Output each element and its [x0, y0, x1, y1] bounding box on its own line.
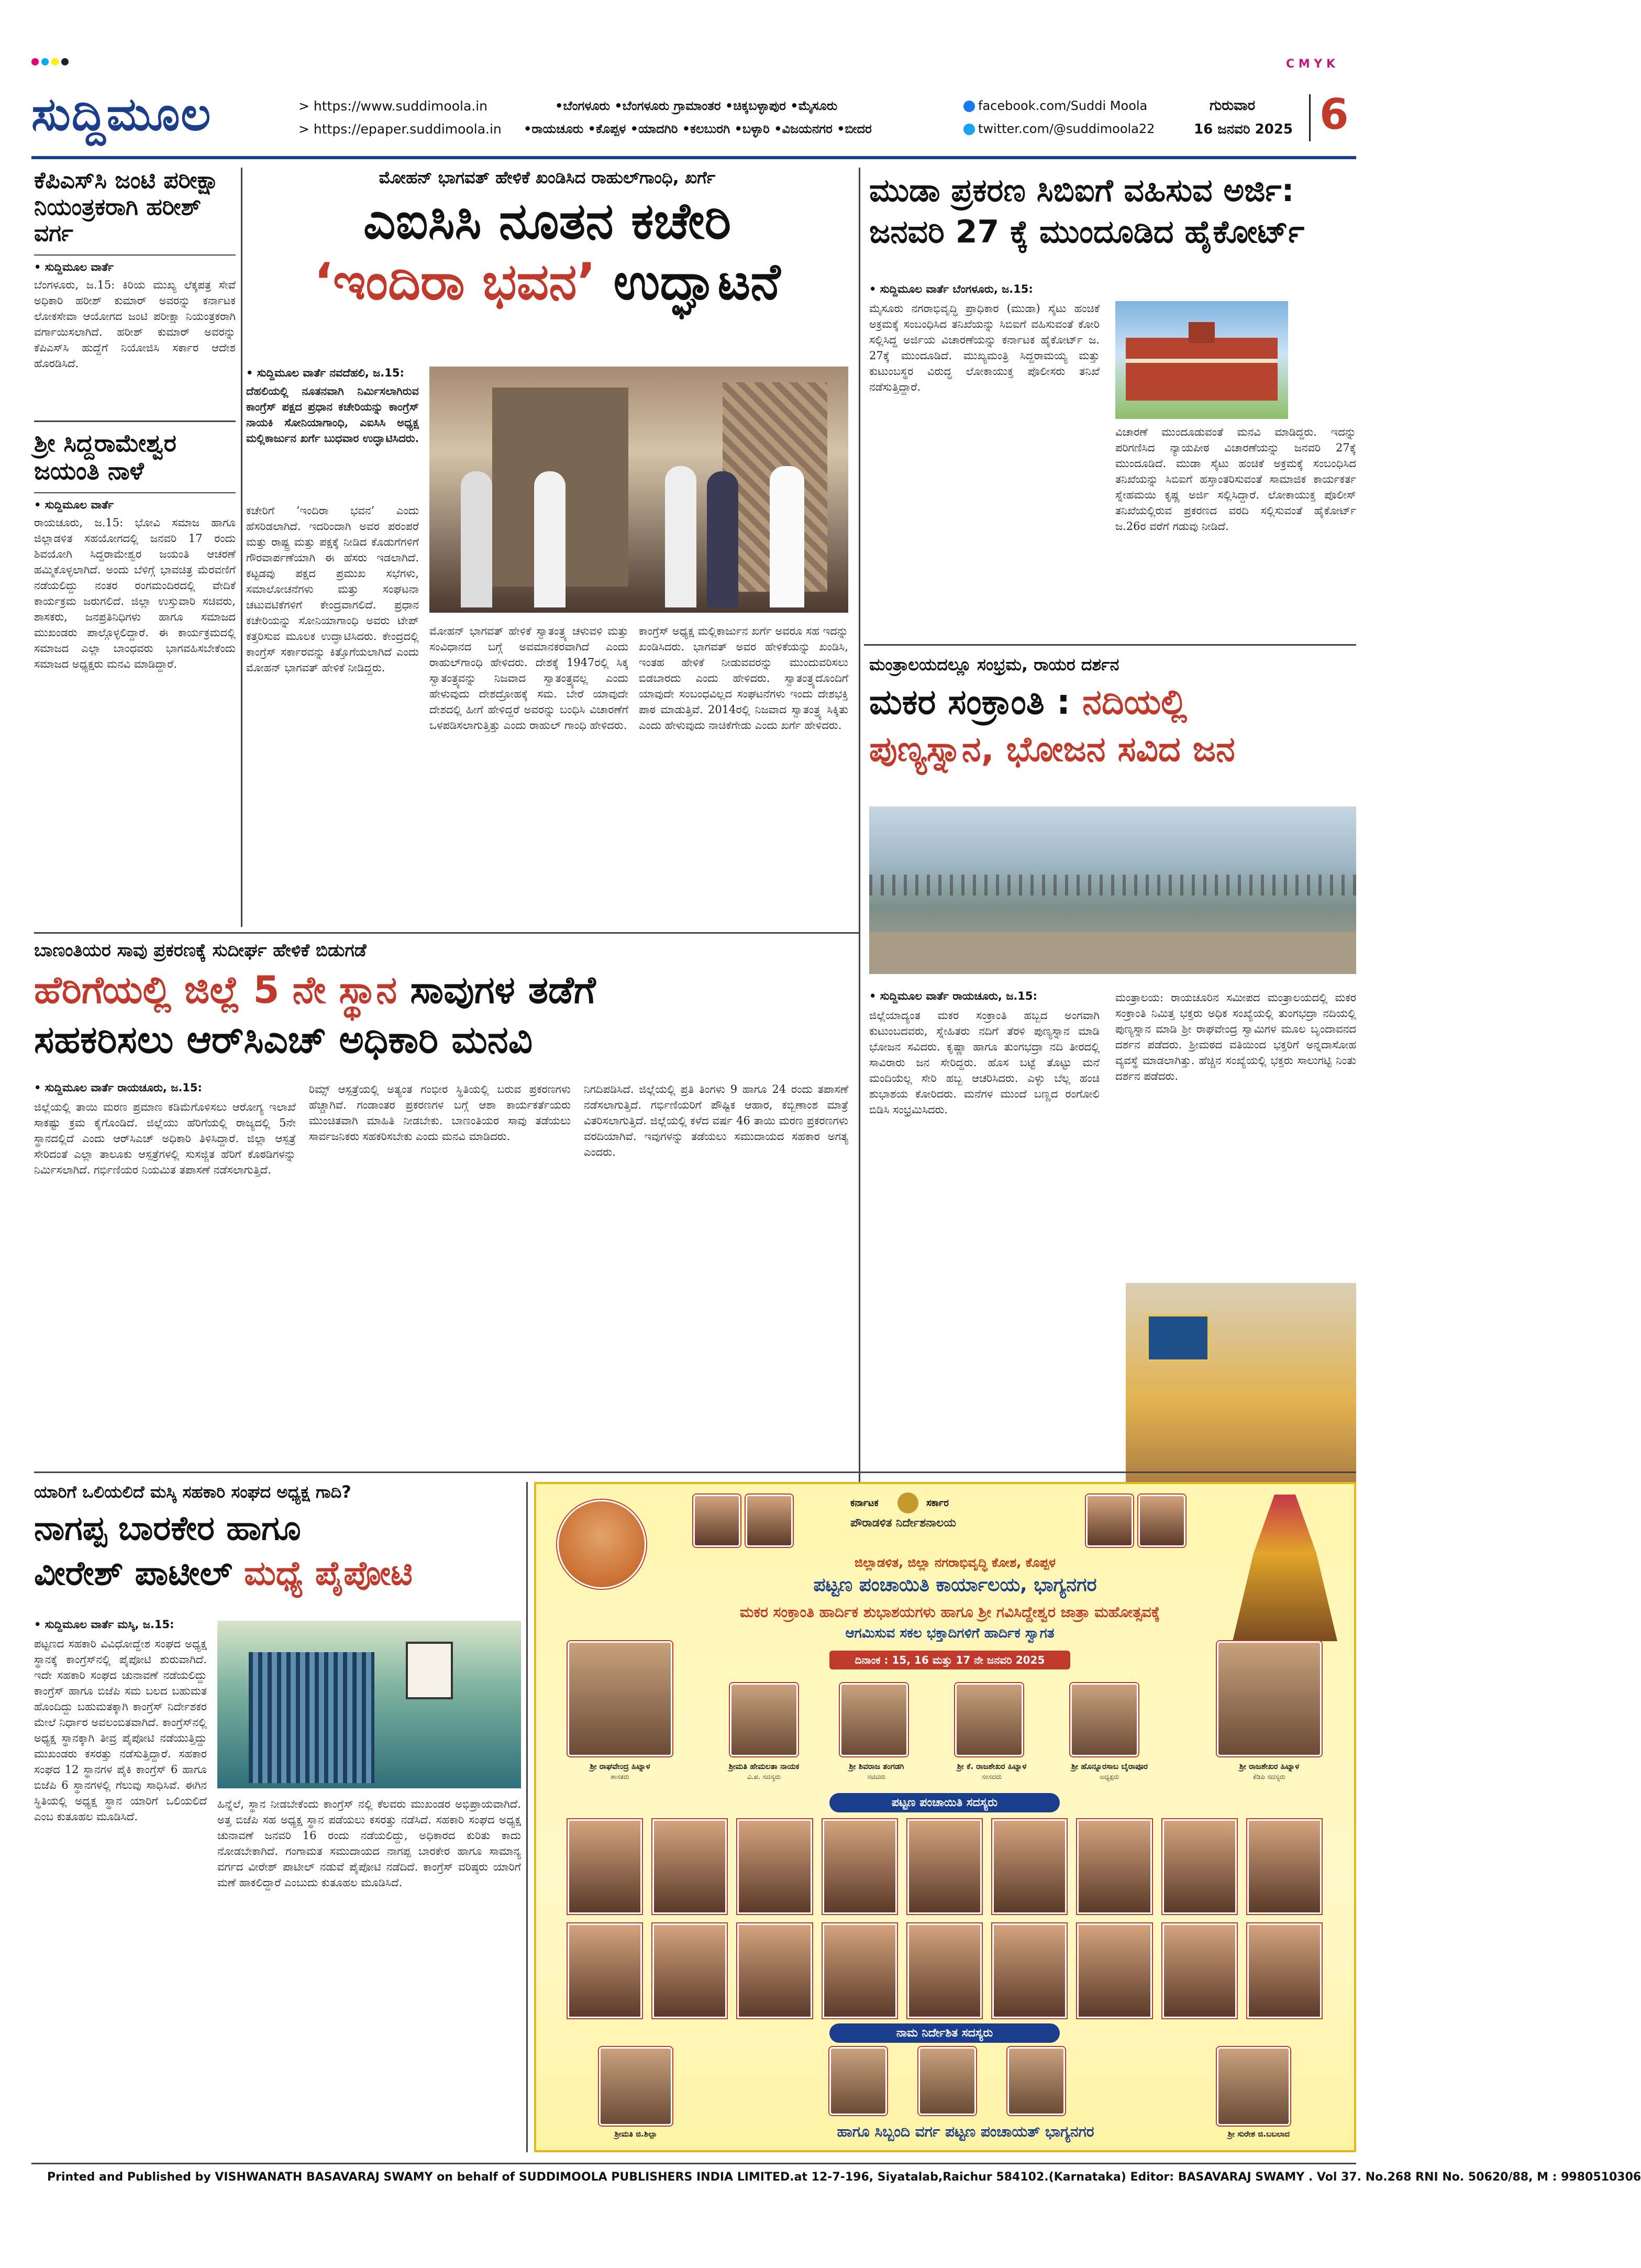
aicc-kicker: ಮೋಹನ್ ಭಾಗವತ್ ಹೇಳಿಕೆ ಖಂಡಿಸಿದ ರಾಹುಲ್‌ಗಾಂಧಿ, ಖರ್ಗೆ: [379, 168, 716, 187]
ad-wish-2: ಆಗಮಿಸುವ ಸಕಲ ಭಕ್ತಾದಿಗಳಿಗೆ ಹಾರ್ದಿಕ ಸ್ವಾಗತ: [845, 1625, 1055, 1641]
ad-member-photo: [823, 1819, 897, 1914]
ad-leader-role-3: ಸಚಿವರು: [867, 1773, 886, 1781]
ad-member-photo: [1162, 1923, 1237, 2018]
ad-leader-big-right: [1217, 1641, 1322, 1756]
aicc-col-2: ಮೋಹನ್ ಭಾಗವತ್ ಹೇಳಿಕೆ ಸ್ವಾತಂತ್ರ್ಯ ಚಳುವಳಿ ಮತ್ತು ಸಂವಿಧಾನದ ಬಗ್ಗೆ ಅವಮಾನಕರವಾಗಿದೆ ಎಂದು ರಾಹುಲ್‌ಗಾಂಧಿ ಹೇಳಿದರು. ದೇಶಕ್ಕೆ 1947ರಲ್ಲಿ ಸಿಕ್ಕ ಸ್ವಾತಂತ್ರ್ಯವನ್ನು ನಿಜವಾದ ಸ್ವಾತಂತ್ರ್ಯವಲ್ಲ ಎಂದು ಹೇಳುವುದು ದೇಶದ್ರೋಹಕ್ಕೆ ಸಮ. ಬೇರೆ ಯಾವುದೇ ದೇಶದಲ್ಲಿ ಹೀಗೆ ಹೇಳಿದ್ದರೆ ಅವರನ್ನು ಬಂಧಿಸಿ ವಿಚಾರಣೆಗೆ ಒಳಪಡಿಸಲಾಗುತ್ತಿತ್ತು ಎಂದು ರಾಹುಲ್ ಗಾಂಧಿ ಹೇಳಿದರು.: [429, 625, 628, 732]
cooperative-photo: [217, 1621, 521, 1788]
cmyk-label: C M Y K: [1286, 58, 1335, 71]
ad-leader-4: [840, 1683, 908, 1756]
ad-leader-name-1: ಶ್ರೀ ರಾಘವೇಂದ್ರ ಹಿಟ್ನಾಳ: [590, 1762, 650, 1771]
color-dots: [31, 58, 71, 68]
imprint-line: Printed and Published by VISHWANATH BASAVARAJ SWAMY on behalf of SUDDIMOOLA PUBLISHERS INDIA LIMITED.at 12-7-196, Siyatalab,Raichur 584102.(Karnataka) Editor: BASAVARAJ SWAMY . Vol 37. No.268 RNI No. 50620/88, M : 9980510306: [47, 2171, 1641, 2184]
muda-byline: • ಸುದ್ದಿಮೂಲ ವಾರ್ತೆ ಬೆಂಗಳೂರು, ಜ.15:: [869, 283, 1033, 295]
rch-story: [34, 940, 848, 1464]
government-advertisement: [534, 1482, 1356, 2152]
ad-swamiji-photo: [557, 1500, 646, 1589]
nagappa-byline: • ಸುದ್ದಿಮೂಲ ವಾರ್ತೆ ಮಸ್ಕಿ, ಜ.15:: [34, 1618, 174, 1631]
ad-member-photo: [652, 1923, 727, 2018]
left-column-divider: [241, 168, 242, 927]
ad-nominated-photo-2: [829, 2047, 887, 2115]
nagappa-story: [34, 1482, 521, 2152]
ad-member-photo: [907, 1819, 982, 1914]
aicc-headline-tail: ಉದ್ಘಾಟನೆ: [613, 252, 781, 312]
logo: ಸುದ್ದಿಮೂಲ: [31, 87, 212, 141]
twitter-link[interactable]: twitter.com/@suddimoola22: [963, 121, 1155, 136]
bottom-left-divider: [526, 1482, 528, 2152]
ad-dept: ಪೌರಾಡಳಿತ ನಿರ್ದೇಶನಾಲಯ: [850, 1517, 956, 1530]
ad-nominated-label: ನಾಮ ನಿರ್ದೇಶಿತ ಸದಸ್ಯರು: [829, 2023, 1060, 2043]
kpsc-body: ಬೆಂಗಳೂರು, ಜ.15: ಕಿರಿಯ ಮುಖ್ಯ ಲೆಕ್ಕಪತ್ರ ಸೇವೆ ಅಧಿಕಾರಿ ಹರೀಶ್ ಕುಮಾರ್ ಅವರನ್ನು ಕರ್ನಾಟಕ ಲೋಕಸೇವಾ ಆಯೋಗದ ಜಂಟಿ ಪರೀಕ್ಷಾ ನಿಯಂತ್ರಕರಾಗಿ ವರ್ಗಾಯಿಸಲಾಗಿದೆ. ಹರೀಶ್ ಕುಮಾರ್ ಅವರನ್ನು ಕೆಪಿಎಸ್‌ಸಿ ಹುದ್ದೆಗೆ ನಿಯೋಜಿಸಿ ಸರ್ಕಾರ ಆದೇಶ ಹೊರಡಿಸಿದೆ.: [34, 278, 236, 370]
page-number: 6: [1320, 90, 1349, 139]
ad-member-photo: [1077, 1923, 1151, 2018]
rch-headline-1: [34, 968, 848, 1012]
ad-leader-name-2: ಶ್ರೀಮತಿ ಹೇಮಲತಾ ನಾಯಕ: [728, 1762, 800, 1771]
ad-leader-photo-3: [1086, 1495, 1133, 1547]
day-label: ಗುರುವಾರ: [1210, 97, 1256, 114]
ad-member-photo: [1162, 1819, 1237, 1914]
ad-nominated-photo-1: [599, 2047, 672, 2126]
ad-member-photo: [823, 1923, 897, 2018]
ad-member-photo: [907, 1923, 982, 2018]
nagappa-headline-part-b: ಮಧ್ಯೆ ಪೈಪೋಟಿ: [243, 1554, 413, 1593]
ad-date: ದಿನಾಂಕ : 15, 16 ಮತ್ತು 17 ನೇ ಜನವರಿ 2025: [829, 1651, 1070, 1669]
ad-members-label: ಪಟ್ಟಣ ಪಂಚಾಯಿತಿ ಸದಸ್ಯರು: [829, 1793, 1060, 1812]
ad-member-photo: [737, 1923, 812, 2018]
sankranti-headline-part-a: ಮಕರ ಸಂಕ್ರಾಂತಿ :: [869, 682, 1083, 722]
ad-emblem-icon: [897, 1492, 918, 1513]
rch-headline-tail: ಸಾವುಗಳ ತಡೆಗೆ: [397, 968, 596, 1012]
aicc-headline-1: ಎಐಸಿಸಿ ನೂತನ ಕಚೇರಿ: [363, 192, 731, 250]
ad-leader-photo-1: [693, 1495, 740, 1547]
kpsc-rule: [34, 255, 236, 256]
rch-col-2: ರಿಮ್ಸ್ ಆಸ್ಪತ್ರೆಯಲ್ಲಿ ಅತ್ಯಂತ ಗಂಭೀರ ಸ್ಥಿತಿಯಲ್ಲಿ ಬರುವ ಪ್ರಕರಣಗಳು ಹೆಚ್ಚಾಗಿವೆ. ಗಂಡಾಂತರ ಪ್ರಕರಣಗಳ ಬಗ್ಗೆ ಆಶಾ ಕಾರ್ಯಕರ್ತೆಯರು ಮುಂಚಿತವಾಗಿ ಮಾಹಿತಿ ನೀಡಬೇಕು. ಬಾಣಂತಿಯರ ಸಾವು ತಡೆಯಲು ಸಾರ್ವಜನಿಕರು ಸಹಕರಿಸಬೇಕು ಎಂದು ಮನವಿ ಮಾಡಿದರು.: [309, 1083, 571, 1143]
ad-member-photo: [1077, 1819, 1151, 1914]
footer-rule: [31, 2163, 1356, 2164]
cities-line-2: •ರಾಯಚೂರು •ಕೊಪ್ಪಳ •ಯಾದಗಿರಿ •ಕಲಬುರಗಿ •ಬಳ್ಳಾರಿ •ವಿಜಯನಗರ •ಬೀದರ: [524, 121, 872, 136]
ad-bottom-right-name: ಶ್ರೀ ಸುರೇಶ ಜಿ.ಬಬಲಾದ: [1227, 2129, 1290, 2139]
ad-leader-role-4: ಸಂಸದರು: [981, 1773, 1002, 1781]
nagappa-headline-1: ನಾಗಪ್ಪ ಬಾರಕೇರ ಹಾಗೂ: [34, 1509, 301, 1548]
ad-member-photo: [1247, 1819, 1322, 1914]
ad-member-photo: [1247, 1923, 1322, 2018]
ad-member-photo: [568, 1923, 642, 2018]
sankranti-col-2: ಮಂತ್ರಾಲಯ: ರಾಯಚೂರಿನ ಸಮೀಪದ ಮಂತ್ರಾಲಯದಲ್ಲಿ ಮಕರ ಸಂಕ್ರಾಂತಿ ನಿಮಿತ್ತ ಭಕ್ತರು ಅಧಿಕ ಸಂಖ್ಯೆಯಲ್ಲಿ ತುಂಗಭದ್ರಾ ನದಿಯಲ್ಲಿ ಪುಣ್ಯಸ್ನಾನ ಮಾಡಿ ಶ್ರೀ ರಾಘವೇಂದ್ರ ಸ್ವಾಮಿಗಳ ಮೂಲ ಬೃಂದಾವನದ ದರ್ಶನ ಪಡೆದರು. ಶ್ರೀಮಠದ ವತಿಯಿಂದ ಭಕ್ತರಿಗೆ ಅನ್ನದಾಸೋಹ ವ್ಯವಸ್ಥೆ ಮಾಡಲಾಗಿತ್ತು. ಹೆಚ್ಚಿನ ಸಂಖ್ಯೆಯಲ್ಲಿ ಭಕ್ತರು ಸಾಲುಗಟ್ಟಿ ನಿಂತು ದರ್ಶನ ಪಡೆದರು.: [1115, 991, 1356, 1082]
aicc-lead: ದೆಹಲಿಯಲ್ಲಿ ನೂತನವಾಗಿ ನಿರ್ಮಿಸಲಾಗಿರುವ ಕಾಂಗ್ರೆಸ್ ಪಕ್ಷದ ಪ್ರಧಾನ ಕಚೇರಿಯನ್ನು ಕಾಂಗ್ರೆಸ್ ನಾಯಕಿ ಸೋನಿಯಾಗಾಂಧಿ, ಎಐಸಿಸಿ ಅಧ್ಯಕ್ಷ ಮಲ್ಲಿಕಾರ್ಜುನ ಖರ್ಗೆ ಬುಧವಾರ ಉದ್ಘಾಟಿಸಿದರು.: [246, 384, 419, 445]
siddarama-headline: ಶ್ರೀ ಸಿದ್ದರಾಮೇಶ್ವರ ಜಯಂತಿ ನಾಳೆ: [34, 428, 177, 485]
rch-kicker: ಬಾಣಂತಿಯರ ಸಾವು ಪ್ರಕರಣಕ್ಕೆ ಸುದೀರ್ಘ ಹೇಳಿಕೆ ಬಿಡುಗಡೆ: [34, 940, 367, 961]
ad-leader-3: [730, 1683, 798, 1756]
ad-nominated-photo-3: [918, 2047, 976, 2115]
aicc-story: [246, 168, 848, 927]
ad-nominated-photo-5: [1217, 2047, 1290, 2126]
muda-headline-2: ಜನವರಿ 27 ಕ್ಕೆ ಮುಂದೂಡಿದ ಹೈಕೋರ್ಟ್: [869, 214, 1305, 250]
muda-col-2: ವಿಚಾರಣೆ ಮುಂದೂಡುವಂತೆ ಮನವಿ ಮಾಡಿದ್ದರು. ಇದನ್ನು ಪರಿಗಣಿಸಿದ ನ್ಯಾಯಪೀಠ ವಿಚಾರಣೆಯನ್ನು ಜನವರಿ 27ಕ್ಕೆ ಮುಂದೂಡಿದೆ. ಮುಡಾ ಸೈಟು ಹಂಚಿಕೆ ಅಕ್ರಮಕ್ಕೆ ಸಂಬಂಧಿಸಿದ ತನಿಖೆಯನ್ನು ಸಿಬಿಐಗೆ ಹಸ್ತಾಂತರಿಸುವಂತೆ ಸಾಮಾಜಿಕ ಕಾರ್ಯಕರ್ತ ಸ್ನೇಹಮಯಿ ಕೃಷ್ಣ ಅರ್ಜಿ ಸಲ್ಲಿಸಿದ್ದಾರೆ. ಲೋಕಾಯುಕ್ತ ಪೊಲೀಸ್ ತನಿಖೆಯಲ್ಲಿರುವ ಪ್ರಕರಣದ ವರದಿ ಸಲ್ಲಿಸುವಂತೆ ಹೈಕೋರ್ಟ್ ಜ.26ರ ವರೆಗೆ ಗಡುವು ನೀಡಿದೆ.: [1115, 426, 1356, 533]
high-court-photo: [1115, 301, 1288, 419]
aicc-col-1: ಕಚೇರಿಗೆ ‘ಇಂದಿರಾ ಭವನ’ ಎಂದು ಹೆಸರಿಡಲಾಗಿದೆ. ಇದರಿಂದಾಗಿ ಅವರ ಪರಂಪರೆ ಮತ್ತು ರಾಷ್ಟ್ರ ಮತ್ತು ಪಕ್ಷಕ್ಕೆ ನೀಡಿದ ಕೊಡುಗೆಗಳಿಗೆ ಗೌರವಾರ್ಪಣೆಯಾಗಿ ಈ ಹೆಸರು ಇಡಲಾಗಿದೆ. ಕಟ್ಟಡವು ಪಕ್ಷದ ಪ್ರಮುಖ ಸಭೆಗಳು, ಸಮಾಲೋಚನೆಗಳು ಮತ್ತು ಸಂಘಟನಾ ಚಟುವಟಿಕೆಗಳಿಗೆ ಕೇಂದ್ರವಾಗಲಿದೆ. ಪ್ರಧಾನ ಕಚೇರಿಯನ್ನು ಸೋನಿಯಾಗಾಂಧಿ ಅವರು ಟೇಪ್ ಕತ್ತರಿಸುವ ಮೂಲಕ ಉದ್ಘಾಟಿಸಿದರು. ಕೇಂದ್ರದಲ್ಲಿ ಕಾಂಗ್ರೆಸ್ ಸರ್ಕಾರವನ್ನು ಕಿತ್ತೊಗೆಯಲಾಗಿದೆ ಎಂದು ಮೋಹನ್ ಭಾಗವತ್ ಹೇಳಿಕೆ ನೀಡಿದ್ದರು.: [246, 504, 419, 674]
aicc-headline-highlight: ‘ಇಂದಿರಾ ಭವನ’: [314, 252, 596, 312]
aicc-byline: • ಸುದ್ದಿಮೂಲ ವಾರ್ತೆ ನವದೆಹಲಿ, ಜ.15:: [246, 367, 404, 379]
ad-member-photo: [992, 1819, 1067, 1914]
aicc-photo: [429, 367, 848, 613]
lower-section-rule: [34, 1472, 1356, 1473]
rch-byline: • ಸುದ್ದಿಮೂಲ ವಾರ್ತೆ ರಾಯಚೂರು, ಜ.15:: [34, 1081, 202, 1094]
muda-col-1: ಮೈಸೂರು ನಗರಾಭಿವೃದ್ಧಿ ಪ್ರಾಧಿಕಾರ (ಮುಡಾ) ಸೈಟು ಹಂಚಿಕೆ ಅಕ್ರಮಕ್ಕೆ ಸಂಬಂಧಿಸಿದ ತನಿಖೆಯನ್ನು ಸಿಬಿಐಗೆ ವಹಿಸುವಂತೆ ಕೋರಿ ಸಲ್ಲಿಸಿದ್ದ ಅರ್ಜಿಯ ವಿಚಾರಣೆಯನ್ನು ಕರ್ನಾಟಕ ಹೈಕೋರ್ಟ್ ಜ. 27ಕ್ಕೆ ಮುಂದೂಡಿದೆ. ಮುಖ್ಯಮಂತ್ರಿ ಸಿದ್ದರಾಮಯ್ಯ ಮತ್ತು ಕುಟುಂಬಸ್ಥರ ವಿರುದ್ಧ ಲೋಕಾಯುಕ್ತ ಪೊಲೀಸರು ತನಿಖೆ ನಡೆಸುತ್ತಿದ್ದಾರೆ.: [869, 302, 1100, 393]
aicc-headline-2: [246, 253, 848, 311]
sankranti-headline-2: ಪುಣ್ಯಸ್ನಾನ, ಭೋಜನ ಸವಿದ ಜನ: [869, 728, 1235, 769]
rch-col-3: ನಿಗದಿಪಡಿಸಿದೆ. ಜಿಲ್ಲೆಯಲ್ಲಿ ಪ್ರತಿ ತಿಂಗಳು 9 ಹಾಗೂ 24 ರಂದು ತಪಾಸಣೆ ನಡೆಸಲಾಗುತ್ತಿದೆ. ಗರ್ಭಿಣಿಯರಿಗೆ ಪೌಷ್ಟಿಕ ಆಹಾರ, ಕಬ್ಬಿಣಾಂಶ ಮಾತ್ರೆ ವಿತರಿಸಲಾಗುತ್ತಿದೆ. ಜಿಲ್ಲೆಯಲ್ಲಿ ಕಳೆದ ವರ್ಷ 46 ತಾಯಿ ಮರಣ ಪ್ರಕರಣಗಳು ವರದಿಯಾಗಿವೆ. ಇವುಗಳನ್ನು ತಡೆಯಲು ಸಮುದಾಯದ ಸಹಕಾರ ಅಗತ್ಯ ಎಂದರು.: [584, 1083, 848, 1158]
ad-leader-5: [955, 1683, 1023, 1756]
siddarama-byline: • ಸುದ್ದಿಮೂಲ ವಾರ್ತೆ: [34, 498, 114, 511]
ad-leader-role-6: ಕೆಡಿಪಿ ಸದಸ್ಯರು: [1252, 1773, 1286, 1781]
ad-leader-photo-4: [1138, 1495, 1185, 1547]
kpsc-byline: • ಸುದ್ದಿಮೂಲ ವಾರ್ತೆ: [34, 260, 114, 273]
ad-leader-photo-2: [746, 1495, 793, 1547]
twitter-icon: [963, 124, 975, 135]
ad-member-photo: [568, 1819, 642, 1914]
ad-nominated-photo-4: [1007, 2047, 1065, 2115]
river-photo: [869, 806, 1356, 974]
rch-col-1: ಜಿಲ್ಲೆಯಲ್ಲಿ ತಾಯಿ ಮರಣ ಪ್ರಮಾಣ ಕಡಿಮೆಗೊಳಿಸಲು ಆರೋಗ್ಯ ಇಲಾಖೆ ಸಾಕಷ್ಟು ಕ್ರಮ ಕೈಗೊಂಡಿದೆ. ಜಿಲ್ಲೆಯು ಹೆರಿಗೆಯಲ್ಲಿ ರಾಜ್ಯದಲ್ಲಿ 5ನೇ ಸ್ಥಾನದಲ್ಲಿದೆ ಎಂದು ಆರ್‌ಸಿಎಚ್ ಅಧಿಕಾರಿ ತಿಳಿಸಿದ್ದಾರೆ. ಜಿಲ್ಲಾ ಆಸ್ಪತ್ರೆ ಸೇರಿದಂತೆ ಎಲ್ಲಾ ತಾಲೂಕು ಆಸ್ಪತ್ರೆಗಳಲ್ಲಿ ಸುಸಜ್ಜಿತ ಹೆರಿಗೆ ಕೊಠಡಿಗಳನ್ನು ನಿರ್ಮಿಸಲಾಗಿದೆ. ಗರ್ಭಿಣಿಯರ ನಿಯಮಿತ ತಪಾಸಣೆ ನಡೆಸಲಾಗುತ್ತಿದೆ.: [34, 1101, 296, 1176]
masthead: [31, 58, 1356, 157]
ad-govt: ಸರ್ಕಾರ: [926, 1498, 949, 1509]
ad-members-grid: [568, 1819, 1322, 2018]
nagappa-headline-part-a: ವೀರೇಶ್ ಪಾಟೀಲ್: [34, 1554, 244, 1593]
ad-state: ಕರ್ನಾಟಕ: [850, 1498, 879, 1509]
ad-leader-name-3: ಶ್ರೀ ಶಿವರಾಜ ತಂಗಡಗಿ: [849, 1762, 904, 1771]
ad-leader-6: [1070, 1683, 1138, 1756]
date-label: 16 ಜನವರಿ 2025: [1194, 121, 1293, 137]
sankranti-headline-part-b: ನದಿಯಲ್ಲಿ: [1082, 682, 1188, 722]
rch-headline-highlight: ಹೆರಿಗೆಯಲ್ಲಿ ಜಿಲ್ಲೆ 5 ನೇ ಸ್ಥಾನ: [34, 968, 397, 1012]
ad-footer: ಹಾಗೂ ಸಿಬ್ಬಂದಿ ವರ್ಗ ಪಟ್ಟಣ ಪಂಚಾಯತ್ ಭಾಗ್ಯನಗರ: [837, 2123, 1094, 2140]
cities-line-1: •ಬೆಂಗಳೂರು •ಬೆಂಗಳೂರು ಗ್ರಾಮಾಂತರ •ಚಿಕ್ಕಬಳ್ಳಾಪುರ •ಮೈಸೂರು: [555, 98, 838, 113]
muda-bottom-rule: [864, 644, 1356, 646]
ad-leader-big-left: [568, 1641, 672, 1756]
site-url[interactable]: > https://www.suddimoola.in: [298, 98, 487, 114]
rch-headline-2: ಸಹಕರಿಸಲು ಆರ್‌ಸಿಎಚ್ ಅಧಿಕಾರಿ ಮನವಿ: [34, 1017, 533, 1061]
sankranti-kicker: ಮಂತ್ರಾಲಯದಲ್ಲೂ ಸಂಭ್ರಮ, ರಾಯರ ದರ್ಶನ: [869, 655, 1119, 674]
epaper-url[interactable]: > https://epaper.suddimoola.in: [298, 121, 502, 137]
ad-leader-role-2: ವಿ.ಪ. ಸದಸ್ಯರು: [747, 1773, 781, 1781]
page-number-divider: [1309, 94, 1311, 141]
ad-leader-name-6: ಶ್ರೀ ರಾಜಶೇಖರ ಹಿಟ್ನಾಳ: [1239, 1762, 1300, 1771]
sankranti-col-1: ಜಿಲ್ಲೆಯಾದ್ಯಂತ ಮಕರ ಸಂಕ್ರಾಂತಿ ಹಬ್ಬದ ಅಂಗವಾಗಿ ಕುಟುಂಬದವರು, ಸ್ನೇಹಿತರು ನದಿಗೆ ತೆರಳಿ ಪುಣ್ಯಸ್ನಾನ ಮಾಡಿ ಭೋಜನ ಸವಿದರು. ಕೃಷ್ಣಾ ಹಾಗೂ ತುಂಗಭದ್ರಾ ನದಿ ತೀರದಲ್ಲಿ ಸಾವಿರಾರು ಜನ ಸೇರಿದ್ದರು. ಹೊಸ ಬಟ್ಟೆ ತೊಟ್ಟು ಮನೆ ಮಂದಿಯೆಲ್ಲ ಸೇರಿ ಹಬ್ಬ ಆಚರಿಸಿದರು. ಎಳ್ಳು ಬೆಲ್ಲ ಹಂಚಿ ಶುಭಾಶಯ ಕೋರಿದರು. ಮನೆಗಳ ಮುಂದೆ ಬಣ್ಣದ ರಂಗೋಲಿ ಬಿಡಿಸಿ ಸಂಭ್ರಮಿಸಿದರು.: [869, 1009, 1100, 1116]
ad-office: ಪಟ್ಟಣ ಪಂಚಾಯಿತಿ ಕಾರ್ಯಾಲಯ, ಭಾಗ್ಯನಗರ: [813, 1574, 1097, 1596]
ad-member-photo: [737, 1819, 812, 1914]
kpsc-headline: ಕೆಪಿಎಸ್‌ಸಿ ಜಂಟಿ ಪರೀಕ್ಷಾ ನಿಯಂತ್ರಕರಾಗಿ ಹರೀಶ್ ವರ್ಗ: [34, 167, 219, 247]
siddarama-rule-top: [34, 421, 236, 422]
ad-member-photo: [652, 1819, 727, 1914]
sankranti-headline-1: [869, 682, 1356, 722]
ad-member-photo: [992, 1923, 1067, 2018]
nagappa-kicker: ಯಾರಿಗೆ ಒಲಿಯಲಿದೆ ಮಸ್ಕಿ ಸಹಕಾರಿ ಸಂಘದ ಅಧ್ಯಕ್ಷ ಗಾದಿ?: [34, 1482, 351, 1502]
masthead-rule: [31, 156, 1356, 159]
nagappa-col-1: ಪಟ್ಟಣದ ಸಹಕಾರಿ ವಿವಿಧೋದ್ದೇಶ ಸಂಘದ ಅಧ್ಯಕ್ಷ ಸ್ಥಾನಕ್ಕೆ ಕಾಂಗ್ರೆಸ್‌ನಲ್ಲಿ ಪೈಪೋಟಿ ಶುರುವಾಗಿದೆ. ಇದೇ ಸಹಕಾರಿ ಸಂಘದ ಚುನಾವಣೆ ನಡೆಯಲಿದ್ದು ಕಾಂಗ್ರೆಸ್ ಹಾಗೂ ಬಿಜೆಪಿ ಸಮ ಬಲದ ಬಹುಮತ ಹೊಂದಿದ್ದು ಬಹುಮತಕ್ಕಾಗಿ ಕಾಂಗ್ರೆಸ್ ನಿರ್ದೇಶಕರ ಮೇಲೆ ನಿರ್ಧಾರ ಅವಲಂಬಿತವಾಗಿದೆ. ಕಾಂಗ್ರೆಸ್‌ನಲ್ಲಿ ಅಧ್ಯಕ್ಷ ಸ್ಥಾನಕ್ಕಾಗಿ ತೀವ್ರ ಪೈಪೋಟಿ ನಡೆಯುತ್ತಿದ್ದು ಮುಖಂಡರು ಕಸರತ್ತು ನಡೆಸುತ್ತಿದ್ದಾರೆ. ಸಹಕಾರ ಸಂಘದ 12 ಸ್ಥಾನಗಳ ಪೈಕಿ ಕಾಂಗ್ರೆಸ್ 6 ಹಾಗೂ ಬಿಜೆಪಿ 6 ಸ್ಥಾನಗಳಲ್ಲಿ ಗೆಲುವು ಸಾಧಿಸಿವೆ. ಈಗಿನ ಸ್ಥಿತಿಯಲ್ಲಿ ಅಧ್ಯಕ್ಷ ಸ್ಥಾನ ಯಾರಿಗೆ ಒಲಿಯಲಿದೆ ಎಂಬ ಕುತೂಹಲ ಮೂಡಿಸಿದೆ.: [34, 1638, 207, 1823]
ad-sub: ಜಿಲ್ಲಾಡಳಿತ, ಜಿಲ್ಲಾ ನಗರಾಭಿವೃದ್ಧಿ ಕೋಶ, ಕೊಪ್ಪಳ: [854, 1555, 1056, 1570]
ad-bottom-left-name: ಶ್ರೀಮತಿ ಜಿ.ಶಿಲ್ಪಾ: [614, 2129, 657, 2139]
aicc-col-3: ಕಾಂಗ್ರೆಸ್ ಅಧ್ಯಕ್ಷ ಮಲ್ಲಿಕಾರ್ಜುನ ಖರ್ಗೆ ಅವರೂ ಸಹ ಇದನ್ನು ಖಂಡಿಸಿದರು. ಭಾಗವತ್ ಅವರ ಹೇಳಿಕೆಯನ್ನು ಖಂಡಿಸಿ, ಇಂತಹ ಹೇಳಿಕೆ ನೀಡುವವರನ್ನು ಮುಂದುವರಿಸಲು ಬಿಡಬಾರದು ಎಂದು ಹೇಳಿದರು. ಸ್ವಾತಂತ್ರ್ಯದೊಂದಿಗೆ ಯಾವುದೇ ಸಂಬಂಧವಿಲ್ಲದ ಸಂಘಟನೆಗಳು ಇಂದು ದೇಶಭಕ್ತಿ ಪಾಠ ಮಾಡುತ್ತಿವೆ. 2014ರಲ್ಲಿ ನಿಜವಾದ ಸ್ವಾತಂತ್ರ್ಯ ಸಿಕ್ಕಿತು ಎಂದು ಹೇಳುವುದು ನಾಚಿಕೆಗೇಡು ಎಂದು ಖರ್ಗೆ ಹೇಳಿದರು.: [639, 625, 848, 732]
sankranti-byline: • ಸುದ್ದಿಮೂಲ ವಾರ್ತೆ ರಾಯಚೂರು, ಜ.15:: [869, 990, 1037, 1002]
ad-wish-1: ಮಕರ ಸಂಕ್ರಾಂತಿ ಹಾರ್ದಿಕ ಶುಭಾಶಯಗಳು ಹಾಗೂ ಶ್ರೀ ಗವಿಸಿದ್ದೇಶ್ವರ ಜಾತ್ರಾ ಮಹೋತ್ಸವಕ್ಕೆ: [739, 1603, 1160, 1621]
nagappa-headline-2: [34, 1555, 521, 1594]
nagappa-col-2: ಹಿನ್ನೆಲೆ, ಸ್ಥಾನ ನೀಡಬೇಕೆಂದು ಕಾಂಗ್ರೆಸ್ ನಲ್ಲಿ ಕೆಲವರು ಮುಖಂಡರ ಅಭಿಪ್ರಾಯವಾಗಿದೆ. ಅತ್ತ ಬಿಜೆಪಿ ಸಹ ಅಧ್ಯಕ್ಷ ಸ್ಥಾನ ಪಡೆಯಲು ಕಸರತ್ತು ನಡೆಸಿದೆ. ಸಹಕಾರಿ ಸಂಘದ ಅಧ್ಯಕ್ಷ ಚುನಾವಣೆ ಜನವರಿ 16 ರಂದು ನಡೆಯಲಿದ್ದು, ಅಧಿಕಾರದ ಕುರಿತು ಕಾದು ನೋಡಬೇಕಾಗಿದೆ. ಗಂಗಾಮತ ಸಮುದಾಯದ ನಾಗಪ್ಪ ಬಾರಕೇರ ಹಾಗೂ ಸಾಮಾನ್ಯ ವರ್ಗದ ವೀರೇಶ್ ಪಾಟೀಲ್ ನಡುವೆ ಪೈಪೋಟಿ ನಡೆದಿದೆ. ಕಾಂಗ್ರೆಸ್ ವರಿಷ್ಠರು ಯಾರಿಗೆ ಮಣೆ ಹಾಕಲಿದ್ದಾರೆ ಎಂಬುದು ಕುತೂಹಲ ಮೂಡಿಸಿದೆ.: [217, 1798, 521, 1889]
facebook-link[interactable]: facebook.com/Suddi Moola: [963, 98, 1147, 113]
facebook-icon: [963, 101, 975, 112]
siddarama-rule: [34, 492, 236, 493]
muda-headline-1: ಮುಡಾ ಪ್ರಕರಣ ಸಿಬಿಐಗೆ ವಹಿಸುವ ಅರ್ಜಿ:: [869, 172, 1294, 209]
ad-leader-name-4: ಶ್ರೀ ಕೆ. ರಾಜಶೇಖರ ಹಿಟ್ನಾಳ: [957, 1762, 1027, 1771]
siddarama-body: ರಾಯಚೂರು, ಜ.15: ಭೋವಿ ಸಮಾಜ ಹಾಗೂ ಜಿಲ್ಲಾಡಳಿತ ಸಹಯೋಗದಲ್ಲಿ ಜನವರಿ 17 ರಂದು ಶಿವಯೋಗಿ ಸಿದ್ದರಾಮೇಶ್ವರ ಜಯಂತಿ ಆಚರಣೆ ಹಮ್ಮಿಕೊಳ್ಳಲಾಗಿದೆ. ಅಂದು ಬೆಳಿಗ್ಗೆ ಭಾವಚಿತ್ರ ಮೆರವಣಿಗೆ ನಡೆಯಲಿದ್ದು ನಂತರ ರಂಗಮಂದಿರದಲ್ಲಿ ವೇದಿಕೆ ಕಾರ್ಯಕ್ರಮ ಜರುಗಲಿದೆ. ಜಿಲ್ಲಾ ಉಸ್ತುವಾರಿ ಸಚಿವರು, ಶಾಸಕರು, ಜನಪ್ರತಿನಿಧಿಗಳು ಹಾಗೂ ಸಮಾಜದ ಮುಖಂಡರು ಪಾಲ್ಗೊಳ್ಳಲಿದ್ದಾರೆ. ಈ ಕಾರ್ಯಕ್ರಮದಲ್ಲಿ ಸಮಾಜದ ಎಲ್ಲಾ ಬಾಂಧವರು ಭಾಗವಹಿಸಬೇಕೆಂದು ಸಮಾಜದ ಅಧ್ಯಕ್ಷರು ಮನವಿ ಮಾಡಿದ್ದಾರೆ.: [34, 516, 236, 670]
ad-leader-name-5: ಶ್ರೀ ಹೊನ್ನೂರಸಾಬ ಬೈರಾಪೂರ: [1071, 1762, 1148, 1771]
ad-leader-role-5: ಅಧ್ಯಕ್ಷರು: [1100, 1773, 1119, 1781]
ad-leader-role-1: ಶಾಸಕರು: [611, 1773, 629, 1781]
rch-top-rule: [34, 932, 859, 934]
muda-story: [869, 173, 1356, 634]
left-column: [34, 168, 236, 927]
